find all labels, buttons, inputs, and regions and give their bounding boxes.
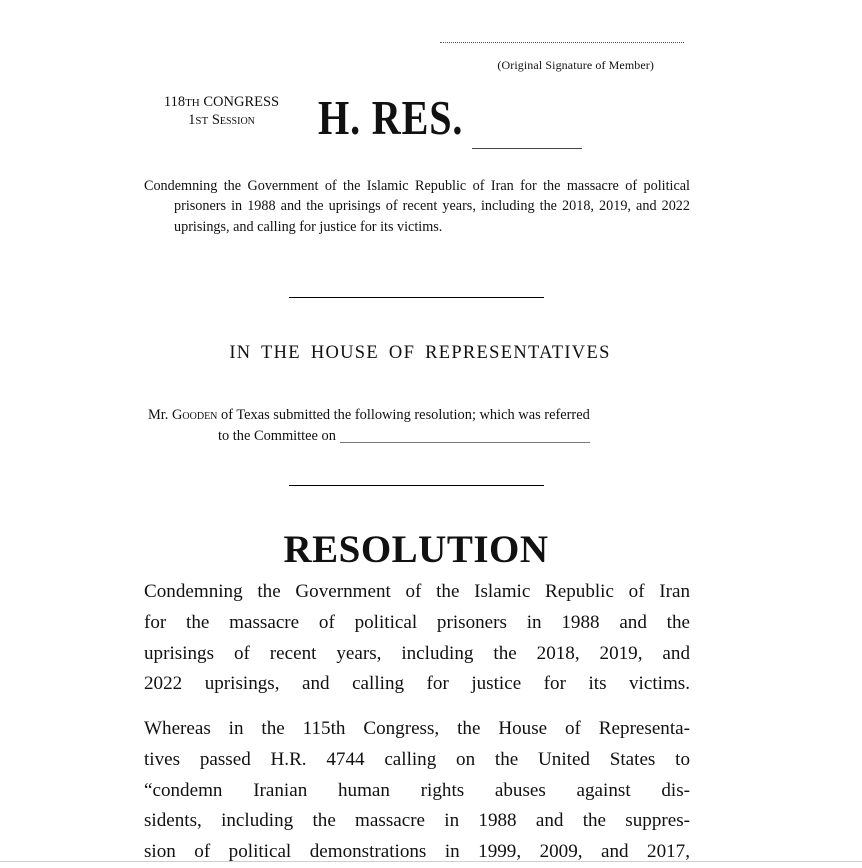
text-line: sion of political demonstrations in 1999, 2009, and 2017,: [144, 841, 690, 863]
divider-rule: [289, 297, 544, 298]
signature-caption: (Original Signature of Member): [497, 58, 654, 72]
whereas-clause: [144, 714, 690, 868]
sponsor-name: Gooden: [172, 407, 218, 423]
session-label: 1ST Session: [188, 112, 255, 128]
page-edge: [0, 861, 862, 862]
text-line: 2022 uprisings, and calling for justice for its victims.: [144, 673, 690, 695]
signature-line: [440, 42, 684, 43]
bill-number-blank: [472, 148, 582, 149]
congress-session-block: [134, 94, 309, 130]
sponsor-statement: Mr. Gooden of Texas submitted the following resolution; which was referred to the Committee on: [148, 407, 590, 444]
text-line: Whereas in the 115th Congress, the House of Representa-: [144, 718, 690, 739]
document-type-heading: RESOLUTION: [283, 528, 549, 571]
text-line: “condemn Iranian human rights abuses against dis-: [144, 779, 690, 801]
short-title-summary: Condemning the Government of the Islamic Republic of Iran for the massacre of political prisoners in 1988 and the uprisings of recent years, including the 2018, 2019, and 2022 uprisings, and calling for justice for its victims.: [144, 178, 690, 235]
official-title: [144, 577, 690, 700]
divider-rule: [289, 485, 544, 486]
congress-label: 118TH CONGRESS: [163, 94, 280, 110]
text-line: uprisings of recent years, including the 2018, 2019, and: [144, 642, 690, 664]
text-line: tives passed H.R. 4744 calling on the United States to: [144, 748, 690, 770]
text-line: sidents, including the massacre in 1988 and the suppres-: [144, 810, 690, 832]
committee-blank: [340, 442, 590, 443]
text-line: for the massacre of political prisoners in 1988 and the: [144, 611, 690, 633]
text-line: Condemning the Government of the Islamic Republic of Iran: [144, 581, 690, 602]
chamber-heading: IN THE HOUSE OF REPRESENTATIVES: [229, 343, 611, 363]
bill-type-heading: H. RES.: [318, 90, 464, 145]
